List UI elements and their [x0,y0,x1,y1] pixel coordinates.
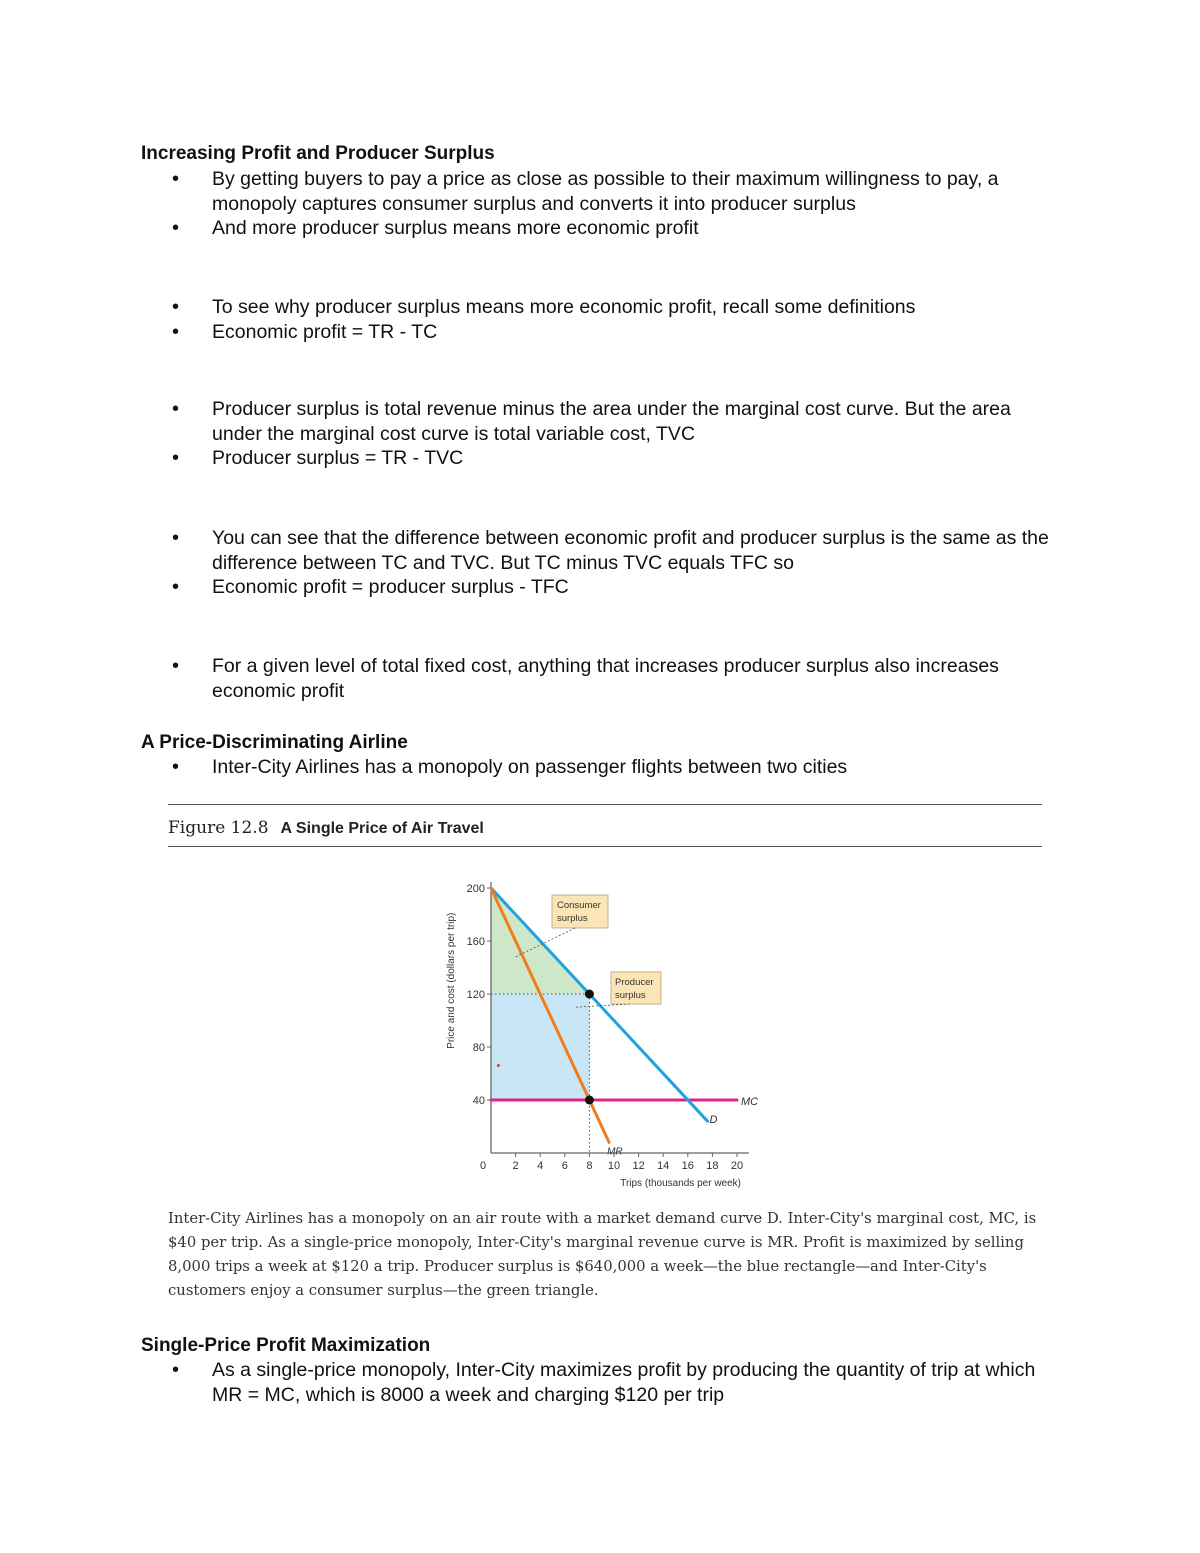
producer-surplus-callout-word: Producer [615,977,654,988]
demand-label: D [709,1114,718,1127]
y-axis-label: Price and cost (dollars per trip) [446,912,457,1049]
list-item: • Inter-City Airlines has a monopoly on passenger flights between two cities [141,755,1056,780]
bullet-list [141,526,1056,600]
figure-bottom-rule [168,846,1042,847]
mc-label: MC [741,1096,759,1108]
x-tick-label: 18 [706,1160,719,1172]
figure-number: Figure 12.8 [168,818,269,838]
consumer-surplus-callout-word: surplus [557,913,588,924]
x-tick-label: 2 [512,1160,519,1172]
producer-surplus-area [491,994,589,1100]
y-tick-label: 40 [472,1095,485,1107]
section-heading-increasing-profit: Increasing Profit and Producer Surplus [141,143,495,164]
bullet-list [141,654,1056,703]
list-item: • You can see that the difference between economic profit and producer surplus is the same as the difference between TC and TVC. But TC minus TVC equals TFC so [141,526,1056,575]
y-tick-label: 200 [466,883,485,895]
list-item: • By getting buyers to pay a price as close as possible to their maximum willingness to pay, a monopoly captures consumer surplus and converts it into producer surplus [141,167,1056,216]
price-point [585,990,594,999]
chart-plot [446,882,758,1189]
bullet-list [141,397,1056,471]
x-tick-label: 0 [479,1160,487,1172]
y-tick-label: 120 [466,989,485,1001]
list-item: • Producer surplus is total revenue minus the area under the marginal cost curve. But the area under the marginal cost curve is total variable cost, TVC [141,397,1056,446]
x-tick-label: 20 [730,1160,744,1172]
list-item: • For a given level of total fixed cost, anything that increases producer surplus also increases economic profit [141,654,1056,703]
x-tick-label: 8 [586,1160,593,1172]
x-axis-label: Trips (thousands per week) [620,1178,741,1189]
section-heading-single-price: Single-Price Profit Maximization [141,1335,431,1356]
producer-surplus-callout-word: surplus [615,990,646,1001]
y-tick-label: 80 [472,1042,485,1054]
figure-title [168,816,484,841]
monopoly-chart [440,855,770,1195]
red-marker [497,1064,500,1067]
x-tick-label: 10 [607,1160,621,1172]
x-tick-label: 6 [561,1160,568,1172]
mr-mc-point [585,1096,594,1105]
x-tick-label: 16 [681,1160,694,1172]
list-item: • Economic profit = TR - TC [141,320,1056,345]
figure-title-text: A Single Price of Air Travel [280,820,484,837]
list-item: • As a single-price monopoly, Inter-City maximizes profit by producing the quantity of trip at which MR = MC, which is 8000 a week and charging $120 per trip [141,1358,1056,1407]
consumer-surplus-callout-word: Consumer [557,900,601,911]
figure-top-rule [168,804,1042,805]
x-tick-label: 4 [537,1160,544,1172]
x-tick-label: 12 [632,1160,645,1172]
bullet-list [141,1358,1056,1407]
list-item: • Economic profit = producer surplus - TFC [141,575,1056,600]
section-heading-airline: A Price-Discriminating Airline [141,732,408,753]
figure-caption: Inter-City Airlines has a monopoly on an air route with a market demand curve D. Inter-City's marginal cost, MC, is $40 per trip. As a single-price monopoly, Inter-City's marginal revenue curve is MR. Profit is maximized by selling 8,000 trips a week at $120 a trip. Producer surplus is $640,000 a week—the blue rectangle—and Inter-City's customers enjoy a consumer surplus—the green triangle. [168,1210,1037,1299]
list-item: • And more producer surplus means more economic profit [141,216,1056,241]
bullet-list [141,167,1056,241]
bullet-list [141,755,1056,780]
list-item: • Producer surplus = TR - TVC [141,446,1056,471]
mr-label: MR [607,1146,623,1158]
x-tick-label: 14 [657,1160,670,1172]
bullet-list [141,295,1056,344]
list-item: • To see why producer surplus means more economic profit, recall some definitions [141,295,1056,320]
y-tick-label: 160 [466,936,485,948]
